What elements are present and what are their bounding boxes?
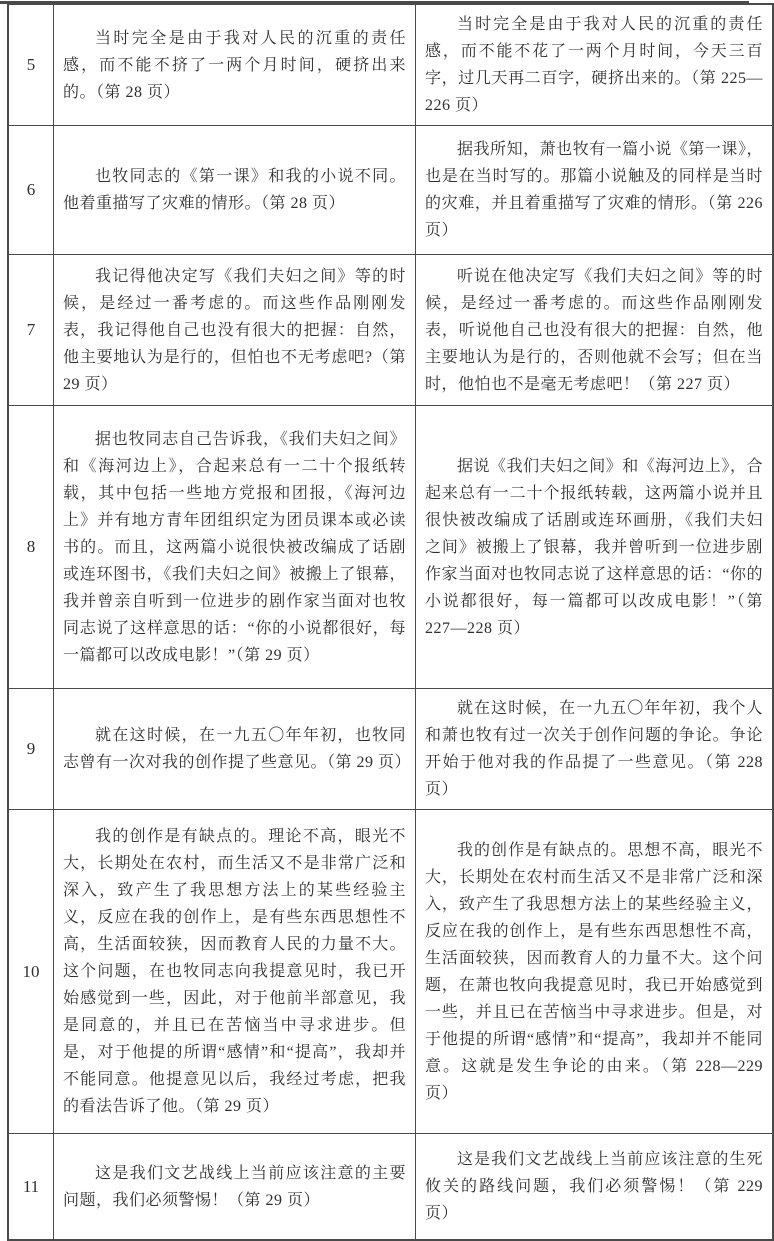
left-version-cell: [54, 406, 416, 689]
right-version-cell: [416, 810, 774, 1134]
row-number: 11: [22, 1176, 40, 1196]
row-number: 8: [26, 537, 36, 556]
right-version-text: 听说在他决定写《我们夫妇之间》等的时候，是经过一番考虑的。而这些作品刚刚发表，听说他自己也没有很大的把握：自然，他主要地认为是行的，否则他就不会写；但在当时，他怕也不是毫无考虑吧！（第 227 页）: [425, 267, 763, 393]
left-version-text: 当时完全是由于我对人民的沉重的责任感，而不能不挤了一两个月时间，硬挤出来的。（第 28 页）: [63, 29, 406, 101]
row-number-cell: [8, 255, 54, 406]
left-version-cell: [54, 810, 416, 1134]
right-version-cell: [416, 406, 774, 689]
left-version-cell: [54, 255, 416, 406]
table-row: [8, 1134, 773, 1241]
left-version-text: 我记得他决定写《我们夫妇之间》等的时候，是经过一番考虑的。而这些作品刚刚发表，我记得他自己也没有很大的把握：自然，他主要地认为是行的，但怕也不无考虑吧?（第 29 页）: [63, 267, 406, 393]
right-version-cell: [416, 126, 774, 255]
left-version-cell: [54, 4, 416, 126]
row-number: 10: [22, 961, 40, 981]
row-number: 7: [26, 320, 36, 339]
left-version-cell: [54, 126, 416, 255]
left-version-cell: [54, 1134, 416, 1241]
right-version-text: 这是我们文艺战线上当前应该注意的生死攸关的路线问题，我们必须警惕！（第 229 页）: [425, 1151, 763, 1222]
right-version-cell: [416, 689, 774, 810]
row-number-cell: [8, 689, 54, 810]
row-number: 5: [26, 55, 36, 74]
text-comparison-table: [7, 3, 774, 1241]
left-version-text: 也牧同志的《第一课》和我的小说不同。他着重描写了灾难的情形。（第 28 页）: [63, 168, 406, 212]
table-row: [8, 126, 773, 255]
table-row: [8, 406, 773, 689]
table-row: [8, 689, 773, 810]
left-version-text: 就在这时候，在一九五〇年年初，也牧同志曾有一次对我的创作提了些意见。（第 29 页）: [63, 727, 412, 771]
row-number-cell: [8, 406, 54, 689]
row-number-cell: [8, 1134, 54, 1241]
row-number-cell: [8, 126, 54, 255]
row-number-cell: [8, 4, 54, 126]
table-row: [8, 4, 773, 126]
right-version-text: 据说《我们夫妇之间》和《海河边上》，合起来总有一二十个报纸转载，这两篇小说并且很快被改编成了话剧或连环画册，《我们夫妇之间》被搬上了银幕，我并曾听到一位进步剧作家当面对也牧同志说了这样意思的话：“你的小说都很好，每一篇都可以改成电影！”（第 227—228 页）: [425, 457, 763, 637]
left-version-text: 据也牧同志自己告诉我，《我们夫妇之间》和《海河边上》，合起来总有一二十个报纸转载，其中包括一些地方党报和团报，《海河边上》并有地方青年团组织定为团员课本或必读书的。而且，这两篇小说很快被改编成了话剧或连环图书，《我们夫妇之间》被搬上了银幕，我并曾亲自听到一位进步的剧作家当面对也牧同志说了这样意思的话：“你的小说都很好，每一篇都可以改成电影！”（第 29 页）: [63, 430, 406, 664]
right-version-cell: [416, 1134, 774, 1241]
right-version-cell: [416, 255, 774, 406]
right-version-text: 据我所知，萧也牧有一篇小说《第一课》，也是在当时写的。那篇小说触及的同样是当时的灾难，并且着重描写了灾难的情形。（第 226 页）: [425, 141, 763, 239]
table-row: [8, 810, 773, 1134]
row-number-cell: [8, 810, 54, 1134]
right-version-cell: [416, 4, 774, 126]
right-version-text: 就在这时候，在一九五〇年年初，我个人和萧也牧有过一次关于创作问题的争论。争论开始于他对我的作品提了一些意见。（第 228 页）: [425, 700, 763, 798]
left-version-text: 我的创作是有缺点的。理论不高，眼光不大，长期处在农村，而生活又不是非常广泛和深入，致产生了我思想方法上的某些经验主义，反应在我的创作上，是有些东西思想性不高，生活面较狭，因而教育人民的力量不大。这个问题，在也牧同志向我提意见时，我已开始感觉到一些，因此，对于他前半部意见，我是同意的，并且已在苦恼当中寻求进步。但是，对于他提的所谓“感情”和“提高”，我却并不能同意。他提意见以后，我经过考虑，把我的看法告诉了他。（第 29 页）: [63, 828, 406, 1115]
left-version-cell: [54, 689, 416, 810]
right-version-text: 我的创作是有缺点的。思想不高，眼光不大，长期处在农村而生活又不是非常广泛和深入，致产生了我思想方法上的某些经验主义，反应在我的创作上，是有些东西思想性不高，生活面较狭，因而教育人的力量不大。这个问题，在萧也牧向我提意见时，我已开始感觉到一些，并且已在苦恼当中寻求进步。但是，对于他提的所谓“感情”和“提高”，我却并不能同意。这就是发生争论的由来。（第 228—229 页）: [425, 841, 763, 1102]
table-row: [8, 255, 773, 406]
left-version-text: 这是我们文艺战线上当前应该注意的主要问题，我们必须警惕！（第 29 页）: [63, 1164, 406, 1209]
row-number: 9: [26, 739, 36, 758]
row-number: 6: [26, 180, 36, 199]
right-version-text: 当时完全是由于我对人民的沉重的责任感，而不能不花了一两个月时间，今天三百字，过几天再二百字，硬挤出来的。（第 225—226 页）: [425, 16, 763, 114]
